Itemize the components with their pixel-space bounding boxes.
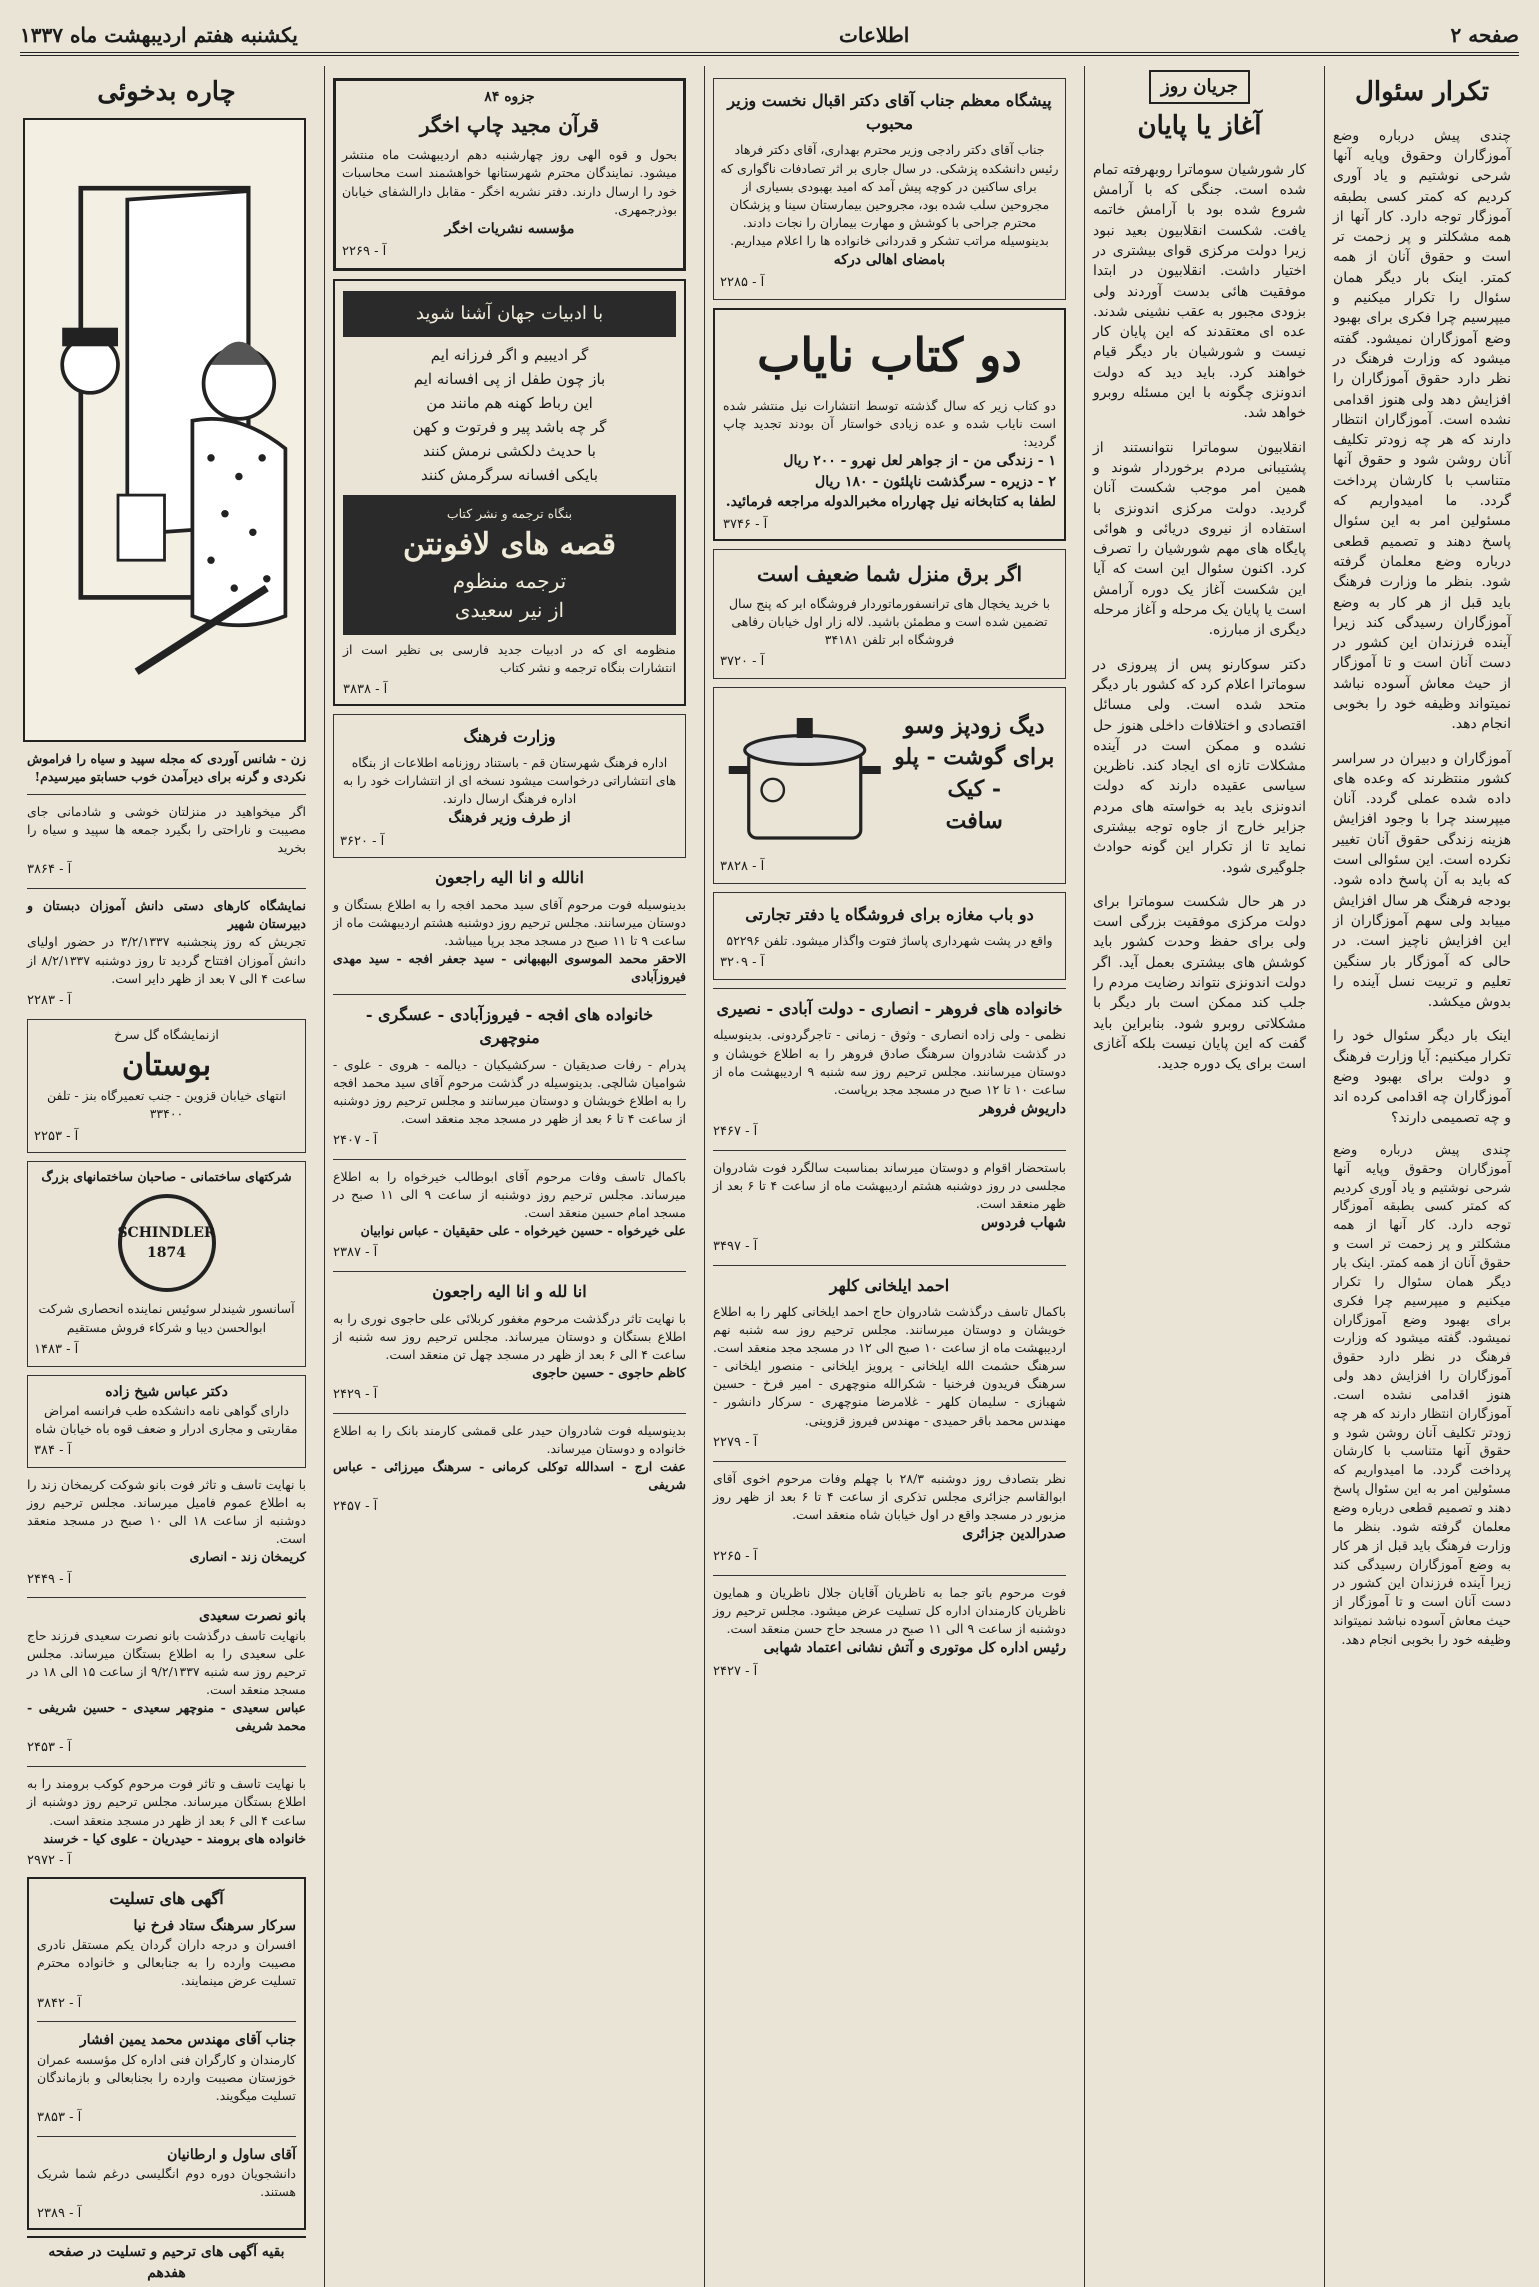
ministry-ref: آ - ۳۶۲۰ [340, 833, 385, 849]
exhibit-title: نمایشگاه کارهای دستی دانش آموزان دبستان و دبیرستان شهیر [27, 898, 306, 932]
obit-bank-ref: آ - ۲۴۵۷ [333, 1499, 378, 1515]
lafontaine-ad [333, 279, 686, 706]
masthead [20, 18, 1519, 56]
shop-ad-body: واقع در پشت شهرداری پاساژ فتوت واگذار میشود. تلفن ۵۲۲۹۶ [726, 933, 1053, 949]
condolence-b-ref: آ - ۳۸۵۳ [37, 2110, 82, 2126]
poem-line-5: با حدیث دلکشی نرمش کنند [423, 442, 596, 461]
books-ad-item-2: ۲ - دزیره - سرگذشت ناپلئون - ۱۸۰ ریال [815, 473, 1056, 490]
condolence-2-ref: آ - ۳۴۹۷ [713, 1238, 758, 1254]
lafontaine-title: قصه های لافونتن [403, 527, 616, 563]
poem-line-6: بایکی افسانه سرگرمش کنند [420, 466, 598, 485]
shop-ad-title: دو باب مغازه برای فروشگاه یا دفتر تجارتی [745, 905, 1034, 925]
obit-bank-sign: عفت ارج - اسدالله توکلی کرمانی - سرهنگ میرزائی - عباس شریفی [333, 1459, 686, 1493]
cartoon-caption: زن - شانس آوردی که مجله سپید و سیاه را فراموش نکردی و گرنه برای دیرآمدن خوب حسابتو میرسیدم! [27, 750, 306, 784]
condolence-5-body: فوت مرحوم باتو جما به ناظریان آقایان جلال ناظریان و همایون ناظریان کارمندان اداره کل تسلیت عرض میشود. مجلس ترحیم روز دوشنبه از ساعت ۹ الی ۱۱ صبح در مسجد حاج حسن منعقد است. [713, 1585, 1066, 1637]
books-ad-ref: آ - ۳۷۴۶ [723, 517, 768, 533]
schindler-body: آسانسور شیندلر سوئیس نماینده انحصاری شرکت ابوالحسن دیبا و شرکاء فروش مستقیم [38, 1301, 295, 1335]
obit-saeedi-body: بانهایت تاسف درگذشت بانو نصرت سعیدی فرزند حاج علی سعیدی را به اطلاع بستگان میرساند. مجلس ترحیم روز سه شنبه ۹/۲/۱۳۳۷ از ساعت ۱۵ الی ۱۸ در مسجد منعقد است. [27, 1627, 306, 1698]
schindler-ad [27, 1161, 306, 1366]
commentary-body: کار شورشیان سوماترا روبهرفته تمام شده است. جنگی که با آرامش شروع شده بود با آرامش خاتمه یافت. شکست انقلابیون بعید نبود زیرا دولت مرکزی قوای بیشتری در اختیار داشت. انقلابیون در ابتدا موفقیت هائی بدست آوردند ولی بزودی مجبور به عقب نشینی شدند. عده ای معتقدند که این پایان کار نیست و شورشیان بار دیگر قیام خواهند کرد. باید دید که دولت اندونزی چگونه با این مسئله روبرو خواهد شد. [1093, 161, 1306, 422]
column-editorial [1324, 66, 1519, 2287]
obit-zand-ref: آ - ۲۴۴۹ [27, 1571, 72, 1587]
bostan-title: بوستان [121, 1047, 212, 1083]
obit-boroumand-sign: خانواده های برومند - حیدریان - علوی کیا - خرسند [43, 1830, 306, 1846]
commentary-body-2: انقلابیون سوماترا نتوانستند از پشتیبانی مردم برخوردار شوند و همین امر موجب شکست آنان گردید. دولت مرکزی اندونزی با استفاده از نیروی دریائی و هوائی پایگاه های مهم شورشیان را تصرف کرد. اکنون سئوال این است که آیا این شکست آغاز یک دوره آرامش است یا پایان یک مرحله و آغاز مرحله دیگری از مبارزه. [1093, 439, 1306, 639]
condolence-1-ref: آ - ۲۴۶۷ [713, 1124, 758, 1140]
lafontaine-book [343, 495, 676, 635]
fridge-ad-ref: آ - ۳۷۲۰ [720, 654, 765, 670]
condolence-c-ref: آ - ۲۳۸۹ [37, 2206, 82, 2222]
books-ad-intro: دو کتاب زیر که سال گذشته توسط انتشارات نیل منتشر شده است نایاب شده و عده زیادی خواستار آن بودند تجدید چاپ گردید: [723, 397, 1056, 450]
condolence-a-ref: آ - ۳۸۴۲ [37, 1995, 82, 2011]
issue-date: یکشنبه هفتم اردیبهشت ماه ۱۳۳۷ [20, 23, 298, 47]
bostan-ad [27, 1019, 306, 1154]
quran-ad-ref: آ - ۲۲۶۹ [342, 244, 387, 260]
commentary-body-4: در هر حال شکست سوماترا برای دولت مرکزی موفقیت بزرگی است ولی برای حفظ وحدت کشور باید کوشش های بیشتری بعمل آید. اگر دولت اندونزی نتواند رضایت مردم را جلب کند ممکن است بار دیگر با مشکلاتی روبرو شود. بنابراین باید گفت که این پایان نیست بلکه آغازی است برای یک دوره جدید. [1093, 893, 1306, 1073]
column-notices [704, 66, 1074, 2287]
obit-kheirkhah-sign: علی خیرخواه - حسین خیرخواه - علی حقیقیان - عباس نوابیان [360, 1223, 686, 1239]
obit-zand-sign: کریمخان زند - انصاری [189, 1549, 306, 1565]
continued-footer: بقیه آگهی های ترحیم و تسلیت در صفحه هفدهم [27, 2236, 306, 2283]
condolence-c-title: آقای ساول و ارطانیان [167, 2146, 296, 2163]
condolences-head: آگهی های تسلیت [109, 1888, 224, 1908]
condolence-1-title: خانواده های فروهر - انصاری - دولت آبادی - نصیری [716, 999, 1063, 1019]
condolence-1-sign: داریوش فروهر [979, 1100, 1066, 1117]
cartoon-drawing-icon [25, 120, 304, 740]
exhibit-ref: آ - ۲۲۸۳ [27, 992, 72, 1008]
poem-line-2: باز چون طفل از پی افسانه ایم [413, 370, 606, 389]
obit-kheirkhah-ref: آ - ۲۳۸۷ [333, 1245, 378, 1261]
poem-line-1: گر ادیبیم و اگر فرزانه ایم [430, 346, 589, 365]
editorial-body-3: اینک بار دیگر سئوال خود را تکرار میکنیم: آیا وزارت فرهنگ و دولت برای بهبود وضع آموزگاران چه اقدامی کرده اند و چه تصمیمی دارند؟ [1333, 1028, 1511, 1126]
column-commentary [1084, 66, 1314, 2287]
fridge-ad-body: با خرید یخچال های ترانسفورماتوردار فروشگاه ابر که پنج سال تضمین شده است و مطمئن باشید. لاله زار اول خیابان رفاهی فروشگاه ابر تلفن ۳۴۱۸۱ [728, 596, 1051, 648]
family-notice-body: پدرام - رفات صدیقیان - سرکشیکیان - دیالمه - هروی - علوی - شوامیان شالچی. بدینوسیله در گذشت مرحوم آقای سید محمد افجه را به اطلاع خویشان و دوستان میرسانند و مجلس ترحیم روز دوشنبه از ساعت ۴ تا ۶ بعد از ظهر در مسجد مجد منعقد است. [333, 1056, 686, 1127]
condolence-c-body: دانشجویان دوره دوم انگلیسی درغم شما شریک هستند. [37, 2166, 296, 2200]
bostan-ref: آ - ۲۲۵۳ [34, 1128, 79, 1144]
magazine-ad-body: اگر میخواهید در منزلتان خوشی و شادمانی جای مصیبت و ناراحتی را بگیرد جمعه ها سپید و سیاه را بخرید [27, 803, 306, 856]
obit-hajavi-body: با نهایت تاثر درگذشت مرحوم مغفور کربلائی علی حاجوی نوری را به اطلاع بستگان و دوستان میرساند. مجلس ترحیم روز سه شنبه از ساعت ۴ الی ۶ بعد از ظهر در مسجد چهل تن منعقد است. [333, 1310, 686, 1362]
obit-saeedi-title: بانو نصرت سعیدی [199, 1608, 306, 1625]
ministry-title: وزارت فرهنگ [463, 726, 556, 746]
lafontaine-desc: منظومه ای که در ادبیات جدید فارسی بی نظیر است از انتشارات بنگاه ترجمه و نشر کتاب [343, 641, 676, 675]
condolence-4-ref: آ - ۲۲۶۵ [713, 1549, 758, 1565]
lafontaine-ref: آ - ۳۸۳۸ [343, 681, 388, 697]
obit-afjeh-body: بدینوسیله فوت مرحوم آقای سید محمد افجه را به اطلاع بستگان و دوستان میرسانند. مجلس ترحیم روز دوشنبه هشتم اردیبهشت ماه از ساعت ۹ تا ۱۱ صبح در مسجد مجد برپا میباشد. [333, 896, 686, 948]
pressure-cooker-ref: آ - ۳۸۲۸ [720, 859, 765, 875]
pressure-cooker-ad [713, 687, 1066, 884]
cartoon-illustration [23, 118, 306, 742]
obit-hajavi-sign: کاظم حاجوی - حسین حاجوی [532, 1364, 686, 1380]
obit-afjeh-sign: الاحقر محمد الموسوی البهبهانی - سید جعفر افجه - سید مهدی فیروزآبادی [333, 951, 686, 985]
schindler-logo: SCHINDLER 1874 [118, 1194, 216, 1292]
condolence-4-title: صدرالدین جزائری [962, 1525, 1066, 1542]
quran-ad-body: بحول و قوه الهی روز چهارشنبه دهم اردیبهشت ماه منتشر میشود. نمایندگان محترم شهرستانها خواهشمند است محاسبات خود را ارسال دارند. دفتر نشریه اخگر - مقابل دارالشفای خیابان بوذرجمهری. [342, 147, 677, 217]
bostan-body: انتهای خیابان قزوین - جنب تعمیرگاه بنز - تلفن ۳۳۴۰۰ [46, 1088, 287, 1122]
books-ad-title: دو کتاب نایاب [757, 328, 1022, 383]
condolence-3-title: احمد ایلخانی کلهر [829, 1275, 950, 1295]
condolences-section [27, 1877, 306, 2231]
gratitude-ref: آ - ۲۲۸۵ [720, 275, 765, 291]
bostan-head: ازنمایشگاه گل سرخ [114, 1026, 219, 1042]
pressure-cooker-line-3: سافت [945, 808, 1003, 835]
books-ad-item-1: ۱ - زندگی من - از جواهر لعل نهرو - ۲۰۰ ریال [783, 453, 1056, 470]
gratitude-title: پیشگاه معظم جناب آقای دکتر اقبال نخست وزیر محبوب [727, 91, 1052, 134]
books-ad-footer: لطفا به کتابخانه نیل چهارراه مخبرالدوله مراجعه فرمائید. [725, 493, 1056, 510]
editorial-body: چندی پیش درباره وضع آموزگاران وحقوق وپایه آنها شرحی نوشتیم و یاد آوری کردیم که کمتر کسی بطبقه آموزگار توجه دارد. کار آنها از همه مشکلتر و پر زحمت تر است و حقوق آنان از همه کمتر. اینک بار دیگر همان سئوال را تکرار میکنیم و میپرسیم چرا فکری برای بهبود وضع آموزگاران نمیشود. گفته میشود که وزارت فرهنگ در نظر دارد حقوق آموزگاران را افزایش دهد ولی هنوز اقدامی نشده است. آموزگاران انتظار دارند که هر چه زودتر تکلیف آنان روشن شود و حقوق آنها متناسب با کارشان پرداخت گردد. ما امیدواریم که مسئولین امر به این سئوال پاسخ دهند و تصمیم قطعی درباره وضع معلمان گرفته شود. بنظر ما وزارت فرهنگ باید قبل از هر کار به وضع آموزگاران رسیدگی کند زیرا آینده فرزندان این کشور در دست آنان است و تا آموزگار از حیث معاش آسوده نباشد نمیتواند وظیفه خود را بخوبی انجام دهد. [1333, 127, 1511, 733]
newspaper-name: اطلاعات [839, 23, 910, 47]
quran-ad [333, 78, 686, 271]
condolence-4-body: نظر بتصادف روز دوشنبه ۲۸/۳ با چهلم وفات مرحوم اخوی آقای ابوالقاسم جزائری مجلس تذکری از ساعت ۴ تا ۶ بعد از ظهر روز مزبور در مسجد واقع در اول خیابان شاه منعقد است. [713, 1470, 1066, 1522]
quran-ad-sub: جزوه ۸۴ [484, 89, 535, 105]
commentary-title: آغاز یا پایان [1137, 111, 1262, 142]
lafontaine-subtitle: ترجمه منظوم [452, 568, 567, 593]
column-cartoon-ads [19, 66, 314, 2287]
condolence-b-title: جناب آقای مهندس محمد یمین افشار [79, 2032, 296, 2049]
editorial-title: تکرار سئوال [1355, 77, 1489, 107]
condolence-3-ref: آ - ۲۲۷۹ [713, 1434, 758, 1450]
lafontaine-badge: بنگاه ترجمه و نشر کتاب [446, 506, 573, 522]
condolence-1-body: نظمی - ولی زاده انصاری - وثوق - زمانی - تاجرگردونی. بدینوسیله در گذشت شادروان سرهنگ صادق فروهر را به اطلاع خویشان و دوستان میرسانند. مجلس ترحیم روز سه شنبه ۹ اردیبهشت ماه از ساعت ۱۰ تا ۱۲ صبح در مسجد مجد برپاست. [713, 1027, 1066, 1097]
cartoon-title: چاره بدخوئی [97, 77, 236, 107]
ministry-notice [333, 714, 686, 859]
condolence-a-title: سرکار سرهنگ ستاد فرخ نیا [133, 1917, 296, 1934]
pressure-cooker-line-1: دیگ زودپز وسو [903, 712, 1045, 739]
gratitude-notice [713, 78, 1066, 300]
editorial-body-2: آموزگاران و دبیران در سراسر کشور منتظرند که وعده های داده شده عملی گردد. آنان میپرسند چرا با وجود افزایش هزینه زندگی حقوق آنان تغییر نکرده است. این سئوالی است که باید به آن پاسخ داده شود. بودجه فرهنگ هر سال افزایش مییابد ولی سهم آموزگاران از این افزایش ناچیز است. در حالی که آموزگار بار سنگین تعلیم و تربیت نسل آینده را بدوش میکشد. [1333, 750, 1511, 1011]
doctor-ad [27, 1375, 306, 1468]
lafontaine-author: از نیر سعیدی [454, 597, 565, 622]
schindler-ref: آ - ۱۴۸۳ [34, 1341, 79, 1357]
lafontaine-banner-head: با ادبیات جهان آشنا شوید [415, 302, 604, 324]
shop-ad [713, 892, 1066, 980]
condolence-5-sign: رئیس اداره کل موتوری و آتش نشانی اعتماد شهابی [763, 1640, 1066, 1657]
obit-hajavi-ref: آ - ۲۴۲۹ [333, 1387, 378, 1403]
page-number: صفحه ۲ [1450, 23, 1519, 47]
ministry-sign: از طرف وزیر فرهنگ [448, 810, 571, 827]
condolence-b-body: کارمندان و کارگران فنی اداره کل مؤسسه عمران خوزستان مصیبت وارده را بجنابعالی و بازماندگان تسلیت میگویند. [37, 2051, 296, 2103]
poem-line-4: گر چه باشد پیر و فرتوت و کهن [412, 418, 607, 437]
doctor-title: دکتر عباس شیخ زاده [105, 1383, 228, 1400]
fridge-ad-title: اگر برق منزل شما ضعیف است [756, 562, 1023, 587]
pressure-cooker-icon [720, 694, 890, 854]
column-publications [324, 66, 694, 2287]
ministry-body: اداره فرهنگ شهرستان قم - باستناد روزنامه اطلاعات از بنگاه های انتشاراتی درخواست میشود نسخه ای از انتشارات خود را به اداره فرهنگ ارسال دارند. [342, 754, 677, 807]
exhibit-body: تجریش که روز پنجشنبه ۳/۲/۱۳۳۷ در حضور اولیای دانش آموزان افتتاح گردید تا روز دوشنبه ۸/۲/۱۳۳۷ از ساعت ۴ الی ۷ بعد از ظهر دایر است. [27, 934, 306, 986]
columns [20, 66, 1519, 2281]
condolence-a-body: افسران و درجه داران گردان یکم مستقل نادری مصیبت وارده را به جنابعالی و خانواده محترم تسلیت عرض مینمایند. [37, 1937, 296, 1989]
obit-bank-body: بدینوسیله فوت شادروان حیدر علی قمشی کارمند بانک را به اطلاع خانواده و دوستان میرساند. [333, 1422, 686, 1456]
obit-boroumand-body: با نهایت تاسف و تاثر فوت مرحوم کوکب برومند را به اطلاع بستگان میرساند. مجلس ترحیم روز دوشنبه از ساعت ۴ الی ۶ بعد از ظهر در مسجد منعقد است. [27, 1776, 306, 1828]
books-ad [713, 308, 1066, 541]
quran-ad-sign: مؤسسه نشریات اخگر [444, 220, 575, 237]
condolence-2-title: شهاب فردوس [980, 1215, 1066, 1232]
gratitude-body: جناب آقای دکتر رادجی وزیر محترم بهداری، آقای دکتر فرهاد رئیس دانشکده پزشکی. در سال جاری بر اثر تصادفات ناگواری که برای ساکنین در کوچه پیش آمد که امید بهبودی بسیاری از مجروحین سلب شده بود، مجروحین بیمارستان سینا و پزشکان محترم جراحی با کوشش و مهارت بیماران را نجات دادند. بدینوسیله مراتب تشکر و قدردانی خانواده ها را اعلام میداریم. [720, 142, 1059, 248]
doctor-ref: آ - ۳۸۴ [34, 1443, 72, 1459]
editorial-body-4: چندی پیش درباره وضع آموزگاران وحقوق وپایه آنها شرحی نوشتیم و یاد آوری کردیم که کمتر کسی بطبقه آموزگار توجه دارد. کار آنها از همه مشکلتر و پر زحمت تر است و حقوق آنان از همه کمتر. اینک بار دیگر همان سئوال را تکرار میکنیم و میپرسیم چرا فکری برای بهبود وضع آموزگاران نمیشود. گفته میشود که وزارت فرهنگ در نظر دارد حقوق آموزگاران را افزایش دهد ولی هنوز اقدامی نشده است. آموزگاران انتظار دارند که هر چه زودتر تکلیف آنان روشن شود و حقوق آنها متناسب با کارشان پرداخت گردد. ما امیدواریم که مسئولین امر به این سئوال پاسخ دهند و تصمیم قطعی درباره وضع معلمان گرفته شود. بنظر ما وزارت فرهنگ باید قبل از هر کار به وضع آموزگاران رسیدگی کند زیرا آینده فرزندان این کشور در دست آنان است و تا آموزگار از حیث معاش آسوده نباشد نمیتواند وظیفه خود را بخوبی انجام دهد. [1333, 1142, 1511, 1648]
lafontaine-banner [343, 291, 676, 337]
family-notice-title: خانواده های افجه - فیروزآبادی - عسگری - منوچهری [365, 1005, 654, 1048]
condolence-2-body: باستحضار اقوام و دوستان میرساند بمناسبت سالگرد فوت شادروان مجلسی در روز دوشنبه هشتم اردیبهشت ماه از ساعت ۴ تا ۶ بعد از ظهر منعقد است. [713, 1160, 1066, 1212]
poem-line-3: این رباط کهنه هم مانند من [426, 394, 593, 413]
obit-hajavi-title: انا لله و انا الیه راجعون [432, 1282, 587, 1302]
obit-kheirkhah-body: باکمال تاسف وفات مرحوم آقای ابوطالب خیرخواه را به اطلاع میرساند. مجلس ترحیم روز دوشنبه از ساعت ۹ الی ۱۱ صبح در مسجد امام حسین منعقد است. [333, 1168, 686, 1221]
obit-boroumand-ref: آ - ۲۹۷۲ [27, 1852, 72, 1868]
shop-ad-ref: آ - ۳۲۰۹ [720, 955, 765, 971]
fridge-ad [713, 549, 1066, 679]
commentary-body-3: دکتر سوکارنو پس از پیروزی در سوماترا اعلام کرد که کشور بار دیگر متحد شده است. ولی مسائل اقتصادی و اختلافات داخلی هنوز حل نشده و ممکن است در آینده مشکلات تازه ای ایجاد کند. ناظرین سیاسی عقیده دارند که دولت اندونزی باید به خواسته های مردم جزایر خارج از جاوه توجه بیشتری نماید تا از تکرار این گونه حوادث جلوگیری شود. [1093, 656, 1306, 876]
obit-afjeh-title: انالله و انا الیه راجعون [435, 868, 584, 888]
gratitude-sign: بامضای اهالی درکه [833, 252, 946, 269]
condolence-3-body: باکمال تاسف درگذشت شادروان حاج احمد ایلخانی کلهر را به اطلاع خویشان و دوستان میرسانند. مجلس ترحیم روز سه شنبه نهم اردیبهشت ماه از ساعت ۱۰ صبح الی ۱۲ در مسجد مجد منعقد است. سرهنگ حشمت الله ایلخانی - پرویز ایلخانی - منصور ایلخانی - سرهنگ فریدون فرخنیا - شکرالله منوچهری - امیر فرخ - حسین شهبازی - سلیمان کلهر - غلامرضا منوچهری - سرکار دانشور - مهندس محمد باقر حمیدی - مهندس فیروز قزوینی. [713, 1303, 1066, 1428]
doctor-body: دارای گواهی نامه دانشکده طب فرانسه امراض مقاربتی و مجاری ادرار و ضعف قوه باه خیابان شاه [35, 1402, 298, 1436]
schindler-head: شرکتهای ساختمانی - صاحبان ساختمانهای بزرگ [41, 1169, 292, 1185]
obit-zand-body: با نهایت تاسف و تاثر فوت بانو شوکت کریمخان زند را به اطلاع عموم فامیل میرساند. مجلس ترحیم روز دوشنبه از ساعت ۱۸ الی ۱۰ صبح در مسجد منعقد است. [27, 1476, 306, 1547]
rubric-label: جریان روز [1149, 70, 1250, 104]
magazine-ad-ref: آ - ۳۸۶۴ [27, 862, 72, 878]
obit-saeedi-ref: آ - ۲۴۵۳ [27, 1740, 72, 1756]
condolence-5-ref: آ - ۲۴۲۷ [713, 1663, 758, 1679]
obit-saeedi-sign: عباس سعیدی - منوچهر سعیدی - حسین شریفی - محمد شریفی [27, 1700, 306, 1734]
pressure-cooker-line-2: برای گوشت - پلو - کیک [894, 744, 1055, 803]
quran-ad-title: قرآن مجید چاپ اخگر [419, 113, 600, 138]
family-notice-ref: آ - ۲۴۰۷ [333, 1133, 378, 1149]
